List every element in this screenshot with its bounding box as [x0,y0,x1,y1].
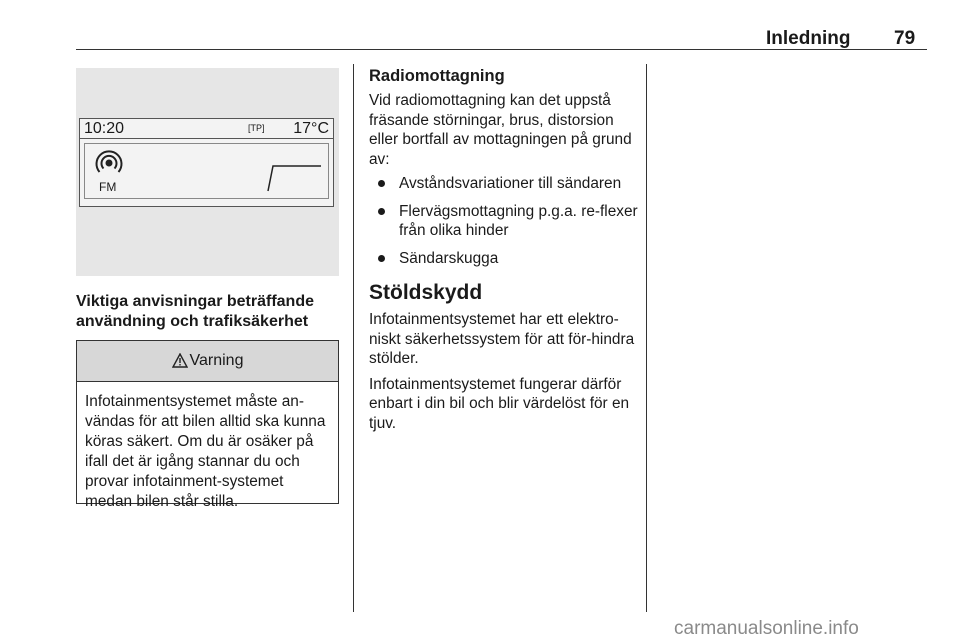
radio-broadcast-icon [94,148,124,178]
display-screen [79,118,334,207]
clock-readout: 10:20 [84,120,125,137]
list-item: Flervägsmottagning p.g.a. re-flexer från olika hinder [369,202,639,241]
section-title: Inledning [766,28,851,49]
anti-theft-heading: Stöldskydd [369,281,483,304]
column-divider [353,64,354,612]
warning-box [76,340,339,510]
column-divider-right [646,64,647,612]
page-number: 79 [894,28,916,49]
temperature-readout: 17°C [293,120,329,137]
reception-causes-list [369,174,639,268]
bullet-icon [378,255,385,262]
anti-theft-paragraph-2: Infotainmentsystemet fungerar därför enbart i din bil och blir värdelöst för en tjuv. [369,375,630,432]
display-body [84,143,329,199]
radio-reception-intro: Vid radiomottagning kan det uppstå fräsande störningar, brus, distorsion eller bortfall av mottagningen på grund av: [369,92,632,168]
middle-column [369,66,639,433]
list-item: Sändarskugga [369,249,639,269]
watermark: carmanualsonline.info [674,618,859,639]
list-item: Avståndsvariationer till sändaren [369,174,639,194]
signal-line-graphic [267,164,322,192]
anti-theft-paragraph-1: Infotainmentsystemet har ett elektro-niskt säkerhetssystem för att för-hindra stölder. [369,311,635,367]
warning-triangle-icon [172,353,188,368]
warning-header [77,341,338,382]
tp-indicator: [TP] [248,123,265,133]
safety-heading: Viktiga anvisningar beträffande användning och trafiksäkerhet [76,293,314,330]
bullet-icon [378,208,385,215]
display-illustration [76,68,339,276]
warning-text: Infotainmentsystemet måste an-vändas för att bilen alltid ska kunna köras säkert. Om du är osäker på ifall det är igång stannar du och provar infotainment-systemet medan bilen står stilla. [85,393,326,510]
band-label: FM [99,180,117,194]
radio-reception-heading: Radiomottagning [369,67,505,85]
warning-title: Varning [189,352,244,369]
bullet-icon [378,180,385,187]
status-bar [80,119,333,139]
